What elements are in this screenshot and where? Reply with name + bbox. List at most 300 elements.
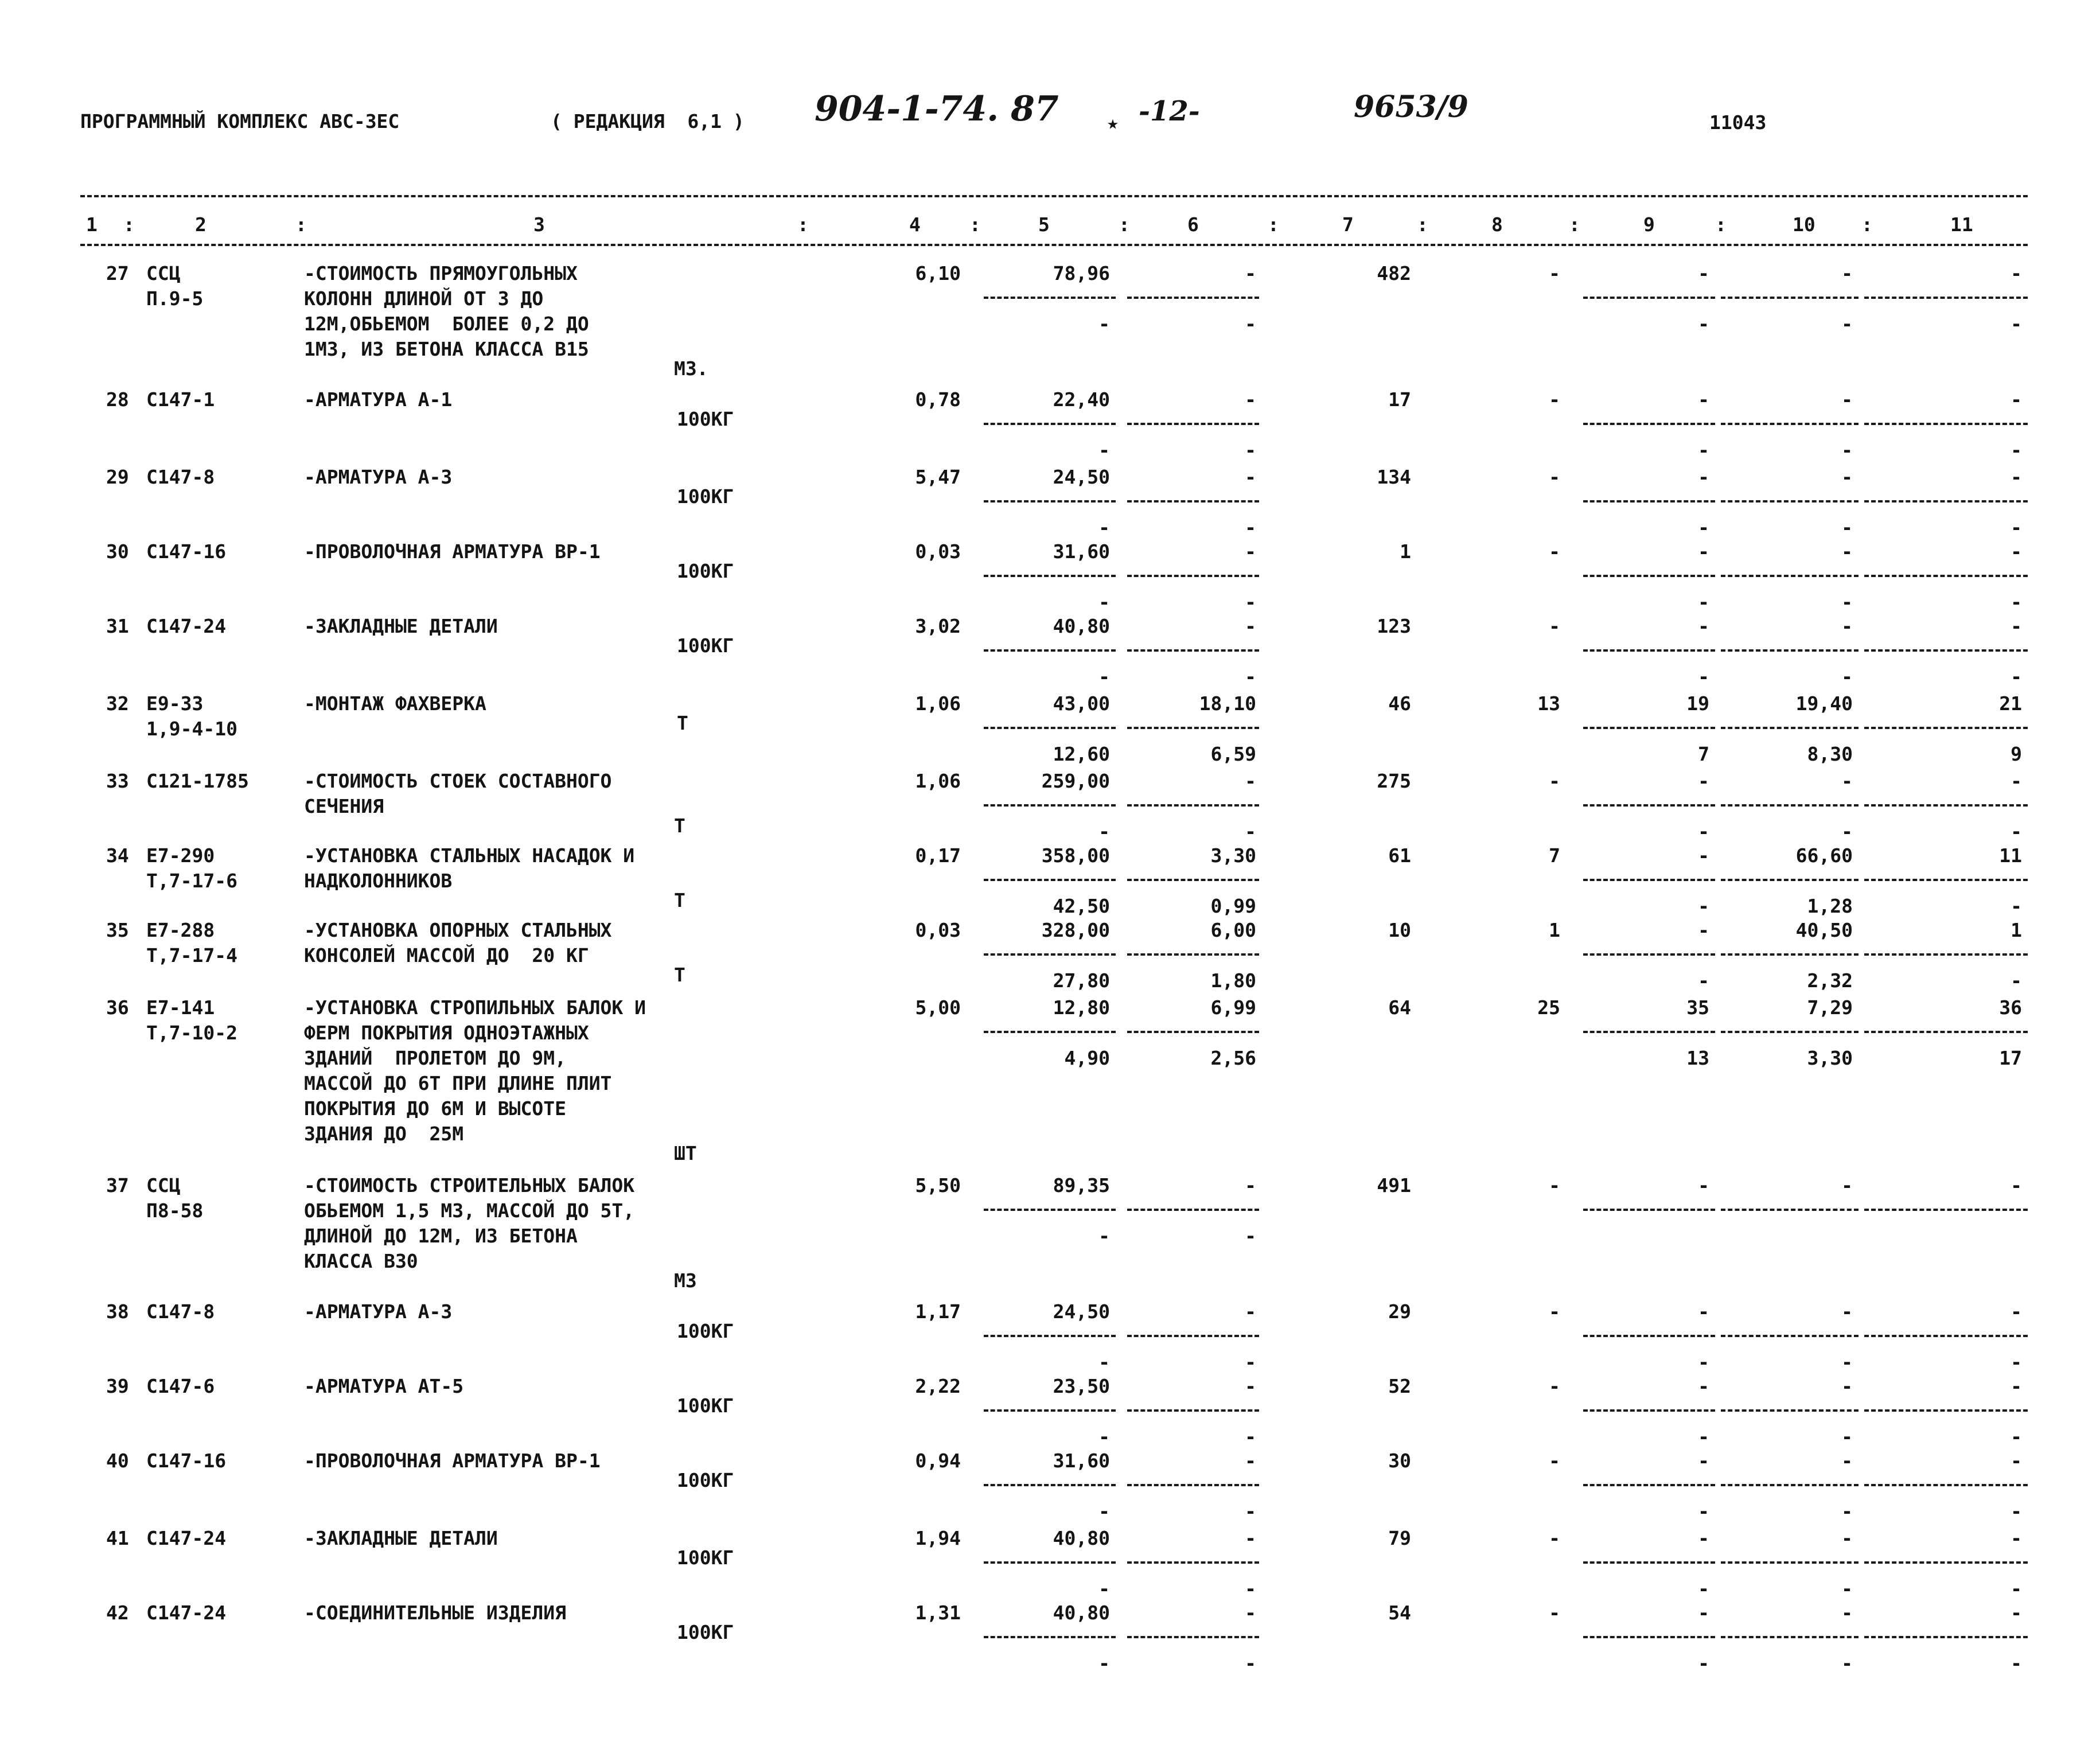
column-separator: : bbox=[969, 213, 981, 236]
column-separator: : bbox=[1861, 213, 1873, 236]
dashed-separator bbox=[1583, 1636, 1715, 1638]
unit-cost-wages: - bbox=[1098, 439, 1110, 461]
dashed-separator bbox=[984, 423, 1116, 425]
column-10-top: 66,60 bbox=[1795, 844, 1853, 867]
column-header-7: 7 bbox=[1342, 213, 1354, 236]
unit-cost-total: 22,40 bbox=[1053, 388, 1110, 411]
dashed-separator bbox=[1583, 500, 1715, 502]
dashed-separator bbox=[1721, 649, 1859, 652]
page-mark: -12- bbox=[1139, 95, 1200, 127]
dashed-separator bbox=[1583, 804, 1715, 807]
column-9-top: - bbox=[1698, 1450, 1709, 1472]
work-description: -ЗАКЛАДНЫЕ ДЕТАЛИ bbox=[304, 615, 498, 637]
dashed-separator bbox=[984, 575, 1116, 577]
unit-cost-total: 24,50 bbox=[1053, 466, 1110, 488]
column-separator: : bbox=[295, 213, 307, 236]
work-description: ОБЬЕМОМ 1,5 М3, МАССОЙ ДО 5Т, bbox=[304, 1199, 635, 1222]
column-9-top: - bbox=[1698, 540, 1709, 563]
unit-machine-wages: - bbox=[1245, 591, 1256, 613]
unit-machine-wages: - bbox=[1245, 665, 1256, 688]
total-cost: 123 bbox=[1377, 615, 1411, 637]
norm-code: С147-8 bbox=[146, 1300, 215, 1323]
total-cost: 61 bbox=[1388, 844, 1411, 867]
column-11-bottom: - bbox=[2011, 1425, 2022, 1448]
unit-cost-wages: - bbox=[1098, 1500, 1110, 1522]
column-10-top: - bbox=[1841, 1450, 1853, 1472]
dashed-separator bbox=[984, 1031, 1116, 1033]
dashed-separator bbox=[1127, 1335, 1259, 1337]
dashed-separator bbox=[1127, 1561, 1259, 1564]
quantity: 6,10 bbox=[915, 262, 961, 285]
norm-code: Е7-290 bbox=[146, 844, 215, 867]
dashed-separator bbox=[984, 1409, 1116, 1412]
row-number: 41 bbox=[106, 1527, 129, 1549]
dashed-separator bbox=[984, 1209, 1116, 1211]
row-number: 39 bbox=[106, 1375, 129, 1397]
column-11-top: - bbox=[2011, 1174, 2022, 1197]
column-9-top: - bbox=[1698, 262, 1709, 285]
project-code: 904-1-74. 87 bbox=[815, 89, 1059, 129]
dashed-separator bbox=[1864, 500, 2028, 502]
column-11-bottom: - bbox=[2011, 439, 2022, 461]
dashed-separator bbox=[1127, 1031, 1259, 1033]
column-9-top: - bbox=[1698, 615, 1709, 637]
norm-code: П8-58 bbox=[146, 1199, 204, 1222]
work-description: -ЗАКЛАДНЫЕ ДЕТАЛИ bbox=[304, 1527, 498, 1549]
total-wages: - bbox=[1549, 540, 1560, 563]
column-11-top: 36 bbox=[1999, 996, 2022, 1019]
unit-cost-total: 23,50 bbox=[1053, 1375, 1110, 1397]
work-description: НАДКОЛОННИКОВ bbox=[304, 870, 453, 892]
unit-machine-wages: - bbox=[1245, 1225, 1256, 1247]
dashed-separator bbox=[1721, 297, 1859, 299]
quantity: 5,50 bbox=[915, 1174, 961, 1197]
dashed-separator bbox=[1721, 1335, 1859, 1337]
column-9-bottom: - bbox=[1698, 591, 1709, 613]
column-10-bottom: - bbox=[1841, 820, 1853, 843]
dashed-separator bbox=[1864, 727, 2028, 729]
work-description: -СОЕДИНИТЕЛЬНЫЕ ИЗДЕЛИЯ bbox=[304, 1602, 566, 1624]
column-9-bottom: - bbox=[1698, 1425, 1709, 1448]
unit-cost-wages: - bbox=[1098, 1577, 1110, 1600]
unit-machine-total: - bbox=[1245, 770, 1256, 792]
total-wages: - bbox=[1549, 388, 1560, 411]
column-separator: : bbox=[123, 213, 135, 236]
column-9-bottom: 13 bbox=[1686, 1047, 1709, 1069]
work-description: -АРМАТУРА АТ-5 bbox=[304, 1375, 464, 1397]
unit-machine-total: - bbox=[1245, 1375, 1256, 1397]
total-wages: - bbox=[1549, 1602, 1560, 1624]
column-9-bottom: - bbox=[1698, 313, 1709, 335]
dashed-separator bbox=[1721, 879, 1859, 881]
column-11-top: - bbox=[2011, 1450, 2022, 1472]
program-title: ПРОГРАММНЫЙ КОМПЛЕКС АВС-ЗЕС bbox=[80, 110, 400, 133]
dashed-separator bbox=[1583, 727, 1715, 729]
work-description: ЗДАНИЙ ПРОЛЕТОМ ДО 9М, bbox=[304, 1047, 566, 1069]
dashed-separator bbox=[1583, 1031, 1715, 1033]
unit-machine-wages: 0,99 bbox=[1210, 895, 1256, 917]
unit-cost-total: 40,80 bbox=[1053, 1602, 1110, 1624]
quantity: 1,17 bbox=[915, 1300, 961, 1323]
column-header-2: 2 bbox=[195, 213, 207, 236]
edition-label: ( РЕДАКЦИЯ 6,1 ) bbox=[551, 110, 745, 133]
work-description: -СТОИМОСТЬ СТРОИТЕЛЬНЫХ БАЛОК bbox=[304, 1174, 635, 1197]
dashed-separator bbox=[1583, 423, 1715, 425]
column-9-bottom: - bbox=[1698, 969, 1709, 992]
quantity: 0,94 bbox=[915, 1450, 961, 1472]
column-9-top: - bbox=[1698, 919, 1709, 941]
norm-code: Е7-288 bbox=[146, 919, 215, 941]
column-11-bottom: 9 bbox=[2011, 743, 2022, 765]
unit-cost-total: 31,60 bbox=[1053, 1450, 1110, 1472]
column-10-bottom: 8,30 bbox=[1807, 743, 1853, 765]
column-11-top: - bbox=[2011, 540, 2022, 563]
unit-of-measure: Т bbox=[674, 889, 685, 911]
unit-cost-wages: 42,50 bbox=[1053, 895, 1110, 917]
unit-machine-total: 3,30 bbox=[1210, 844, 1256, 867]
document-number: 11043 bbox=[1709, 111, 1767, 134]
work-description: СЕЧЕНИЯ bbox=[304, 795, 384, 817]
total-cost: 17 bbox=[1388, 388, 1411, 411]
unit-cost-wages: - bbox=[1098, 591, 1110, 613]
work-description: -УСТАНОВКА СТАЛЬНЫХ НАСАДОК И bbox=[304, 844, 635, 867]
column-10-bottom: - bbox=[1841, 1351, 1853, 1373]
dashed-separator bbox=[1721, 1209, 1859, 1211]
row-number: 28 bbox=[106, 388, 129, 411]
column-11-top: - bbox=[2011, 615, 2022, 637]
dashed-separator bbox=[1721, 423, 1859, 425]
norm-code: С147-1 bbox=[146, 388, 215, 411]
column-11-top: - bbox=[2011, 388, 2022, 411]
quantity: 5,00 bbox=[915, 996, 961, 1019]
norm-code: С147-6 bbox=[146, 1375, 215, 1397]
column-11-top: - bbox=[2011, 1375, 2022, 1397]
work-description: ФЕРМ ПОКРЫТИЯ ОДНОЭТАЖНЫХ bbox=[304, 1022, 589, 1044]
unit-cost-wages: - bbox=[1098, 665, 1110, 688]
quantity: 0,17 bbox=[915, 844, 961, 867]
unit-machine-total: - bbox=[1245, 1450, 1256, 1472]
total-wages: 7 bbox=[1549, 844, 1560, 867]
unit-machine-wages: - bbox=[1245, 1425, 1256, 1448]
unit-machine-total: 18,10 bbox=[1199, 692, 1256, 715]
unit-of-measure: 100КГ bbox=[677, 1320, 734, 1342]
column-9-top: 19 bbox=[1686, 692, 1709, 715]
unit-machine-wages: 1,80 bbox=[1210, 969, 1256, 992]
work-description: -МОНТАЖ ФАХВЕРКА bbox=[304, 692, 486, 715]
unit-machine-total: - bbox=[1245, 615, 1256, 637]
norm-code: С121-1785 bbox=[146, 770, 249, 792]
unit-cost-total: 24,50 bbox=[1053, 1300, 1110, 1323]
dashed-separator bbox=[984, 1561, 1116, 1564]
column-11-top: 11 bbox=[1999, 844, 2022, 867]
column-separator: : bbox=[1715, 213, 1727, 236]
column-11-top: 1 bbox=[2011, 919, 2022, 941]
column-11-bottom: - bbox=[2011, 820, 2022, 843]
column-header-6: 6 bbox=[1187, 213, 1199, 236]
unit-cost-wages: 12,60 bbox=[1053, 743, 1110, 765]
row-number: 33 bbox=[106, 770, 129, 792]
column-11-top: - bbox=[2011, 770, 2022, 792]
unit-cost-total: 12,80 bbox=[1053, 996, 1110, 1019]
unit-machine-total: - bbox=[1245, 466, 1256, 488]
dashed-separator bbox=[1127, 1409, 1259, 1412]
dashed-separator bbox=[984, 879, 1116, 881]
unit-machine-wages: - bbox=[1245, 313, 1256, 335]
norm-code: Т,7-10-2 bbox=[146, 1022, 237, 1044]
dashed-separator bbox=[1721, 575, 1859, 577]
column-9-top: - bbox=[1698, 466, 1709, 488]
dashed-separator bbox=[1583, 1209, 1715, 1211]
column-10-top: - bbox=[1841, 466, 1853, 488]
column-header-1: 1 bbox=[86, 213, 98, 236]
dashed-separator bbox=[984, 649, 1116, 652]
work-description: ПОКРЫТИЯ ДО 6М И ВЫСОТЕ bbox=[304, 1097, 566, 1120]
norm-code: П.9-5 bbox=[146, 287, 204, 310]
unit-machine-total: 6,99 bbox=[1210, 996, 1256, 1019]
norm-code: С147-24 bbox=[146, 615, 227, 637]
quantity: 3,02 bbox=[915, 615, 961, 637]
header-rule-bottom bbox=[80, 244, 2028, 246]
column-11-bottom: - bbox=[2011, 516, 2022, 539]
unit-of-measure: М3 bbox=[674, 1269, 697, 1292]
work-description: -АРМАТУРА А-1 bbox=[304, 388, 453, 411]
column-10-bottom: - bbox=[1841, 313, 1853, 335]
unit-of-measure: 100КГ bbox=[677, 1469, 734, 1491]
total-wages: - bbox=[1549, 1450, 1560, 1472]
column-10-top: - bbox=[1841, 540, 1853, 563]
row-number: 27 bbox=[106, 262, 129, 285]
column-9-top: 35 bbox=[1686, 996, 1709, 1019]
dashed-separator bbox=[1721, 500, 1859, 502]
column-10-bottom: - bbox=[1841, 1425, 1853, 1448]
dashed-separator bbox=[984, 1636, 1116, 1638]
column-10-bottom: - bbox=[1841, 1652, 1853, 1674]
column-10-bottom: - bbox=[1841, 439, 1853, 461]
unit-machine-wages: - bbox=[1245, 516, 1256, 539]
column-9-bottom: - bbox=[1698, 516, 1709, 539]
dashed-separator bbox=[1721, 1561, 1859, 1564]
column-9-top: - bbox=[1698, 1527, 1709, 1549]
column-9-top: - bbox=[1698, 1602, 1709, 1624]
total-cost: 54 bbox=[1388, 1602, 1411, 1624]
dashed-separator bbox=[1864, 1031, 2028, 1033]
dashed-separator bbox=[1127, 423, 1259, 425]
norm-code: Е7-141 bbox=[146, 996, 215, 1019]
column-10-bottom: 2,32 bbox=[1807, 969, 1853, 992]
total-cost: 64 bbox=[1388, 996, 1411, 1019]
unit-of-measure: 100КГ bbox=[677, 634, 734, 657]
unit-cost-total: 358,00 bbox=[1041, 844, 1110, 867]
unit-machine-wages: - bbox=[1245, 820, 1256, 843]
work-description: МАССОЙ ДО 6Т ПРИ ДЛИНЕ ПЛИТ bbox=[304, 1072, 612, 1094]
unit-of-measure: ШТ bbox=[674, 1142, 697, 1164]
unit-cost-wages: 27,80 bbox=[1053, 969, 1110, 992]
dashed-separator bbox=[1583, 649, 1715, 652]
unit-machine-total: - bbox=[1245, 388, 1256, 411]
unit-cost-total: 328,00 bbox=[1041, 919, 1110, 941]
work-description: -УСТАНОВКА СТРОПИЛЬНЫХ БАЛОК И bbox=[304, 996, 646, 1019]
unit-of-measure: М3. bbox=[674, 357, 708, 380]
quantity: 1,06 bbox=[915, 692, 961, 715]
column-9-top: - bbox=[1698, 1375, 1709, 1397]
total-cost: 1 bbox=[1400, 540, 1411, 563]
total-wages: 1 bbox=[1549, 919, 1560, 941]
total-wages: 13 bbox=[1537, 692, 1560, 715]
column-11-bottom: - bbox=[2011, 313, 2022, 335]
norm-code: Т,7-17-6 bbox=[146, 870, 237, 892]
unit-cost-total: 89,35 bbox=[1053, 1174, 1110, 1197]
column-11-bottom: - bbox=[2011, 665, 2022, 688]
work-description: -ПРОВОЛОЧНАЯ АРМАТУРА ВР-1 bbox=[304, 540, 601, 563]
column-10-top: 19,40 bbox=[1795, 692, 1853, 715]
row-number: 36 bbox=[106, 996, 129, 1019]
dashed-separator bbox=[1721, 727, 1859, 729]
header-rule-top bbox=[80, 195, 2028, 197]
column-10-bottom: - bbox=[1841, 591, 1853, 613]
unit-cost-total: 78,96 bbox=[1053, 262, 1110, 285]
unit-cost-wages: 4,90 bbox=[1064, 1047, 1110, 1069]
unit-machine-total: - bbox=[1245, 540, 1256, 563]
row-number: 29 bbox=[106, 466, 129, 488]
column-10-top: - bbox=[1841, 1527, 1853, 1549]
unit-machine-wages: - bbox=[1245, 1351, 1256, 1373]
dashed-separator bbox=[1864, 423, 2028, 425]
column-10-top: - bbox=[1841, 1375, 1853, 1397]
unit-cost-total: 31,60 bbox=[1053, 540, 1110, 563]
column-11-bottom: - bbox=[2011, 1351, 2022, 1373]
column-11-bottom: - bbox=[2011, 895, 2022, 917]
norm-code: С147-16 bbox=[146, 1450, 227, 1472]
dashed-separator bbox=[1721, 953, 1859, 956]
dashed-separator bbox=[1864, 804, 2028, 807]
unit-of-measure: 100КГ bbox=[677, 408, 734, 430]
column-separator: : bbox=[1569, 213, 1580, 236]
column-header-5: 5 bbox=[1038, 213, 1050, 236]
unit-cost-wages: - bbox=[1098, 1425, 1110, 1448]
dashed-separator bbox=[1127, 1484, 1259, 1486]
work-description: 1М3, ИЗ БЕТОНА КЛАССА В15 bbox=[304, 338, 589, 360]
row-number: 37 bbox=[106, 1174, 129, 1197]
dashed-separator bbox=[984, 953, 1116, 956]
work-description: КЛАССА В30 bbox=[304, 1250, 418, 1272]
total-wages: - bbox=[1549, 770, 1560, 792]
dashed-separator bbox=[1127, 953, 1259, 956]
dashed-separator bbox=[984, 727, 1116, 729]
unit-machine-wages: - bbox=[1245, 439, 1256, 461]
norm-code: С147-8 bbox=[146, 466, 215, 488]
column-11-top: - bbox=[2011, 1527, 2022, 1549]
dashed-separator bbox=[1864, 1209, 2028, 1211]
work-description: -АРМАТУРА А-3 bbox=[304, 466, 453, 488]
total-wages: - bbox=[1549, 466, 1560, 488]
column-10-bottom: - bbox=[1841, 665, 1853, 688]
unit-of-measure: Т bbox=[674, 815, 685, 837]
column-11-top: - bbox=[2011, 466, 2022, 488]
unit-machine-wages: - bbox=[1245, 1652, 1256, 1674]
dashed-separator bbox=[1721, 1031, 1859, 1033]
star-icon: ★ bbox=[1107, 111, 1119, 134]
column-10-bottom: 3,30 bbox=[1807, 1047, 1853, 1069]
dashed-separator bbox=[1864, 575, 2028, 577]
column-10-top: - bbox=[1841, 615, 1853, 637]
row-number: 31 bbox=[106, 615, 129, 637]
column-header-3: 3 bbox=[533, 213, 545, 236]
column-separator: : bbox=[1417, 213, 1428, 236]
dashed-separator bbox=[1864, 879, 2028, 881]
norm-code: С147-24 bbox=[146, 1527, 227, 1549]
total-wages: - bbox=[1549, 1300, 1560, 1323]
norm-code: Т,7-17-4 bbox=[146, 944, 237, 967]
total-cost: 275 bbox=[1377, 770, 1411, 792]
total-cost: 46 bbox=[1388, 692, 1411, 715]
column-9-top: - bbox=[1698, 770, 1709, 792]
quantity: 5,47 bbox=[915, 466, 961, 488]
column-9-bottom: - bbox=[1698, 820, 1709, 843]
total-cost: 29 bbox=[1388, 1300, 1411, 1323]
unit-machine-wages: 6,59 bbox=[1210, 743, 1256, 765]
dashed-separator bbox=[1583, 1484, 1715, 1486]
work-description: ЗДАНИЯ ДО 25М bbox=[304, 1123, 464, 1145]
dashed-separator bbox=[1127, 297, 1259, 299]
unit-of-measure: Т bbox=[677, 712, 688, 734]
sheet-reference: 9653/9 bbox=[1354, 89, 1468, 124]
total-cost: 79 bbox=[1388, 1527, 1411, 1549]
column-11-top: 21 bbox=[1999, 692, 2022, 715]
norm-code: С147-16 bbox=[146, 540, 227, 563]
unit-cost-wages: - bbox=[1098, 516, 1110, 539]
total-cost: 10 bbox=[1388, 919, 1411, 941]
work-description: -ПРОВОЛОЧНАЯ АРМАТУРА ВР-1 bbox=[304, 1450, 601, 1472]
work-description: ДЛИНОЙ ДО 12М, ИЗ БЕТОНА bbox=[304, 1225, 578, 1247]
column-11-bottom: 17 bbox=[1999, 1047, 2022, 1069]
dashed-separator bbox=[1583, 1409, 1715, 1412]
unit-cost-total: 259,00 bbox=[1041, 770, 1110, 792]
column-10-top: - bbox=[1841, 388, 1853, 411]
unit-machine-wages: 2,56 bbox=[1210, 1047, 1256, 1069]
total-cost: 134 bbox=[1377, 466, 1411, 488]
column-10-top: 7,29 bbox=[1807, 996, 1853, 1019]
unit-of-measure: 100КГ bbox=[677, 560, 734, 582]
column-9-top: - bbox=[1698, 844, 1709, 867]
dashed-separator bbox=[984, 1335, 1116, 1337]
dashed-separator bbox=[1127, 575, 1259, 577]
work-description: 12М,ОБЬЕМОМ БОЛЕЕ 0,2 ДО bbox=[304, 313, 589, 335]
dashed-separator bbox=[1127, 1209, 1259, 1211]
dashed-separator bbox=[1583, 1335, 1715, 1337]
dashed-separator bbox=[1864, 1561, 2028, 1564]
norm-code: Е9-33 bbox=[146, 692, 204, 715]
column-11-bottom: - bbox=[2011, 1500, 2022, 1522]
column-separator: : bbox=[1268, 213, 1279, 236]
unit-machine-total: - bbox=[1245, 1174, 1256, 1197]
dashed-separator bbox=[1864, 1409, 2028, 1412]
dashed-separator bbox=[1583, 1561, 1715, 1564]
dashed-separator bbox=[1864, 297, 2028, 299]
column-10-top: - bbox=[1841, 770, 1853, 792]
column-separator: : bbox=[1119, 213, 1130, 236]
total-wages: 25 bbox=[1537, 996, 1560, 1019]
dashed-separator bbox=[1721, 1409, 1859, 1412]
dashed-separator bbox=[1127, 649, 1259, 652]
column-header-8: 8 bbox=[1491, 213, 1503, 236]
column-10-bottom: - bbox=[1841, 1577, 1853, 1600]
unit-cost-wages: - bbox=[1098, 820, 1110, 843]
column-9-bottom: - bbox=[1698, 439, 1709, 461]
column-11-top: - bbox=[2011, 1602, 2022, 1624]
column-10-top: - bbox=[1841, 1174, 1853, 1197]
column-11-bottom: - bbox=[2011, 1652, 2022, 1674]
column-header-4: 4 bbox=[909, 213, 921, 236]
